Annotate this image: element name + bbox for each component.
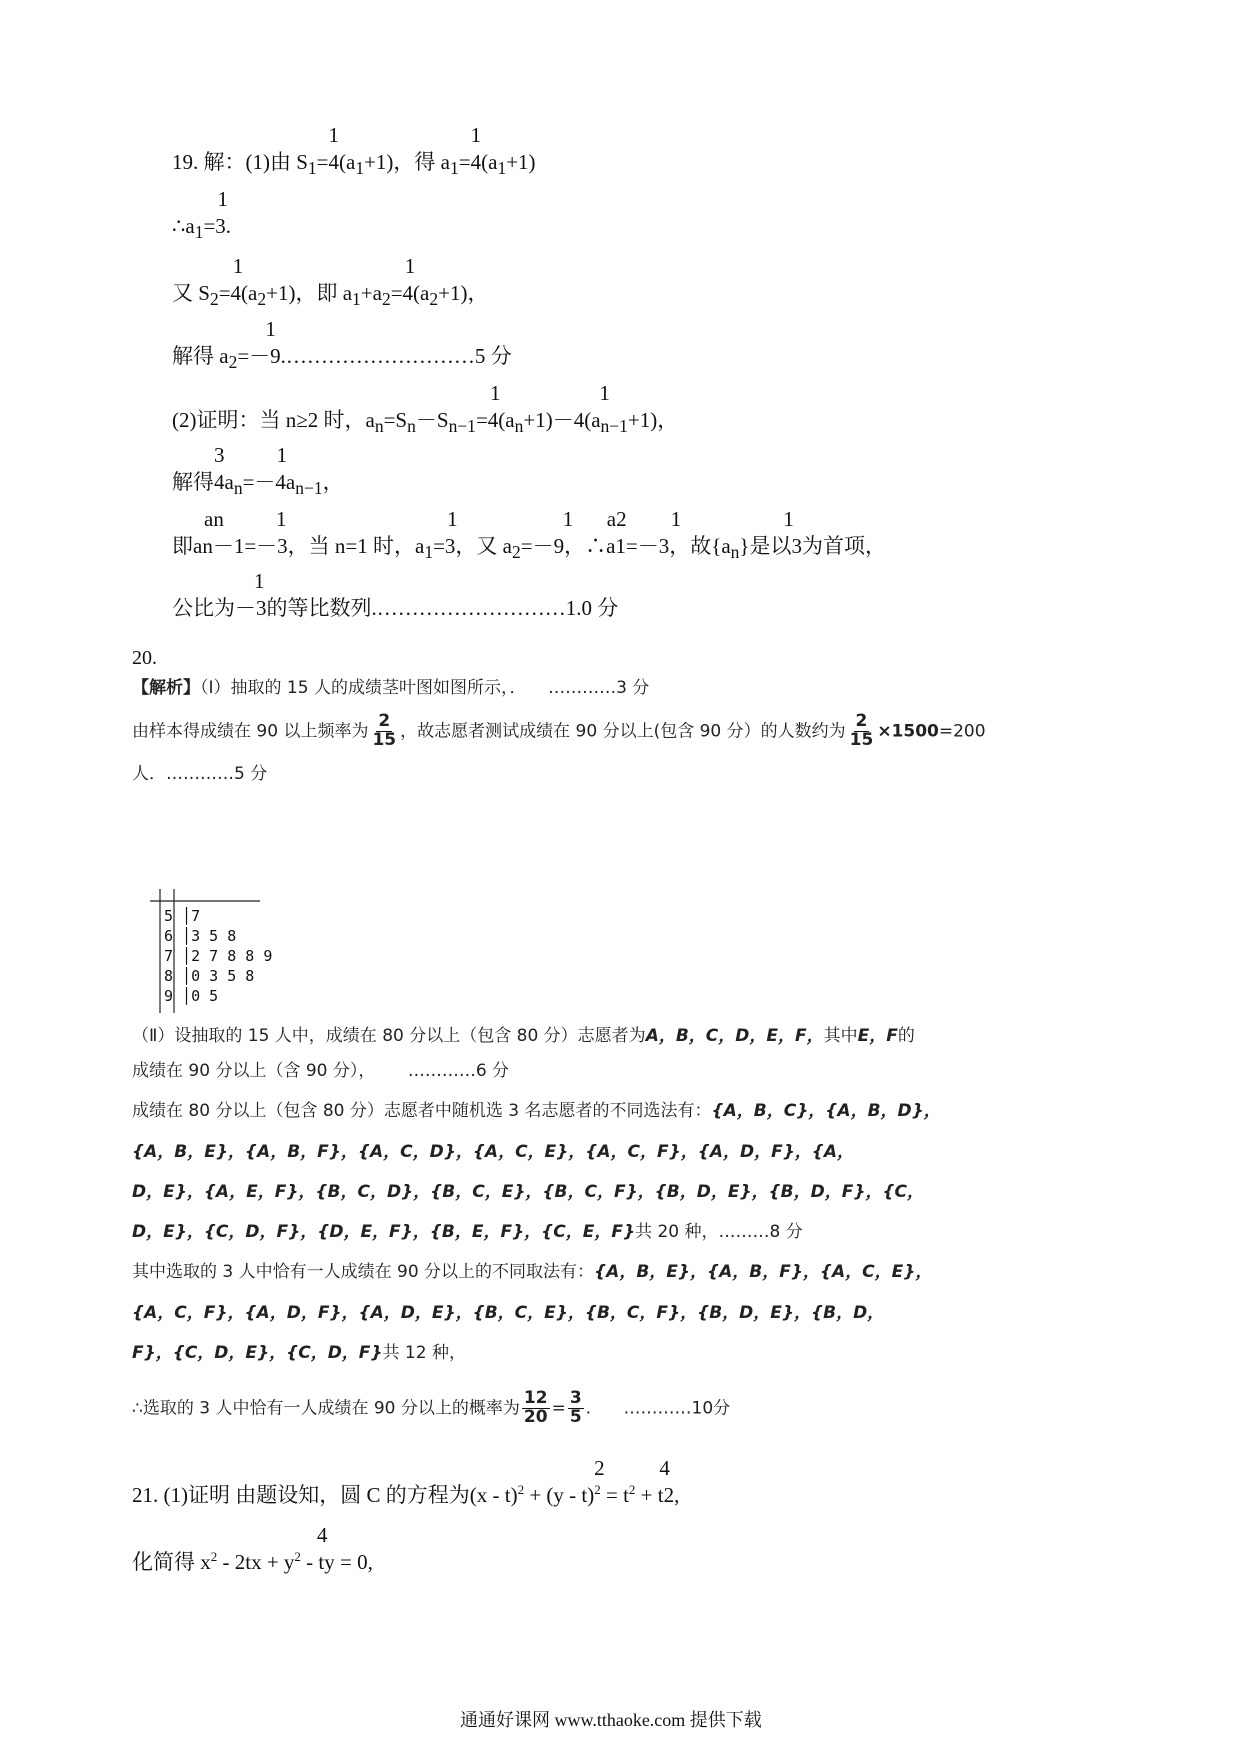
q20-line12: F}，{C，D，E}，{C，D，F}共 12 种， bbox=[132, 1343, 466, 1363]
q20-line3: 人．…………5 分 bbox=[132, 764, 268, 784]
stem-leaf-plot bbox=[150, 885, 280, 1015]
q20-line13: ∴选取的 3 人中恰有一人成绩在 90 分以上的概率为 $\frac{12}{20}$ = $\frac{3}{5}$ . …………10分 bbox=[132, 1388, 731, 1427]
q20-line4: （Ⅱ）设抽取的 15 人中，成绩在 80 分以上（包含 80 分）志愿者为A，B，C，D，E，F，其中E，F的 bbox=[132, 1026, 915, 1046]
fraction-12-20: $\frac{12}{20}$ bbox=[523, 1388, 548, 1427]
q20-line2: 由样本得成绩在 90 以上频率为 $\frac{2}{15}$ ，故志愿者测试成绩在 90 分以上(包含 90 分）的人数约为 $\frac{2}{15}$ ×1500=200 bbox=[132, 711, 986, 750]
q21-line1: 21. (1)证明 由题设知，圆 C 的方程为(x - t)$^2$ 2 + $(y - t)^2 = t^2$ 4 + t2, bbox=[132, 1456, 680, 1507]
fraction-3-5: $\frac{3}{5}$ bbox=[569, 1388, 582, 1427]
q20-line8: D，E}，{A，E，F}，{B，C，D}，{B，C，E}，{B，C，F}，{B，D，E}，{B，D，F}，{C， bbox=[132, 1182, 925, 1202]
q20-line7: {A，B，E}，{A，B，F}，{A，C，D}，{A，C，E}，{A，C，F}，{A，D，F}，{A， bbox=[132, 1142, 855, 1162]
q20-line1: 【解析】（Ⅰ）抽取的 15 人的成绩茎叶图如图所示，． …………3 分 bbox=[132, 678, 650, 698]
q19-line5: (2)证明：当 n≥2 时，$a_n=S_n-S_{n-1}$ 1 $=4(a_n$ 1 $+1)-4(a_{n-1}+1)$， bbox=[172, 381, 679, 437]
q19-line1: 19. 解：(1)由 $S_1=$ 1 $4(a_1+1)$，得 $a_1=$ 1 $4(a_1+1)$ bbox=[172, 123, 536, 179]
page-footer: 通通好课网 www.tthaoke.com 提供下载 bbox=[460, 1710, 762, 1730]
q20-line9: D，E}，{C，D，F}，{D，E，F}，{B，E，F}，{C，E，F}共 20 种，………8 分 bbox=[132, 1222, 803, 1242]
stem-row-9: 9 │0 5 bbox=[164, 987, 219, 1005]
stem-row-7: 7 │2 7 8 8 9 bbox=[164, 947, 273, 965]
q19-line4: 解得 $a_2$ 1 =－9.………………………5 分 bbox=[172, 317, 512, 373]
q20-line5: 成绩在 90 分以上（含 90 分）， …………6 分 bbox=[132, 1061, 510, 1081]
fraction-2-15-b: $\frac{2}{15}$ bbox=[849, 711, 874, 750]
q20-line10: 其中选取的 3 人中恰有一人成绩在 90 分以上的不同取法有：{A，B，E}，{A，B，F}，{A，C，E}， bbox=[132, 1262, 933, 1282]
stem-row-6: 6 │3 5 8 bbox=[164, 927, 237, 945]
q20-line6: 成绩在 80 分以上（包含 80 分）志愿者中随机选 3 名志愿者的不同选法有：{A，B，C}，{A，B，D}， bbox=[132, 1101, 941, 1121]
stem-row-5: 5 │7 bbox=[164, 907, 201, 925]
fraction-2-15: $\frac{2}{15}$ bbox=[372, 711, 397, 750]
q19-line3: 又 $S_2$ 1 $=4(a_2+1)$，即 $a_1+a_2$ 1 $=4(a_2+1)$， bbox=[172, 254, 489, 310]
q20-number: 20. bbox=[132, 647, 157, 669]
q19-line6: 解得 3 $4a_n$ 1 $=-4a_{n-1}$， bbox=[172, 443, 344, 499]
q21-line2: 化简得 $x^2 - 2tx + y^2$ 4 - ty = 0, bbox=[132, 1523, 373, 1574]
q20-line11: {A，C，F}，{A，D，F}，{A，D，E}，{B，C，E}，{B，C，F}，{B，D，E}，{B，D， bbox=[132, 1303, 885, 1323]
q19-line8: 1 公比为－3的等比数列.………………………1.0 分 bbox=[172, 569, 619, 620]
stem-row-8: 8 │0 3 5 8 bbox=[164, 967, 255, 985]
q19-line7: an 1 即an－1=－3，当 n=1 时，$a_1$ 1 =3，又 $a_2$ 1 a2 1 =－9，∴a1=－3，故{$a_n$ 1 }是以3为首项， bbox=[172, 507, 887, 563]
q19-line2: $\therefore a_1$ 1 =3. bbox=[172, 187, 232, 243]
